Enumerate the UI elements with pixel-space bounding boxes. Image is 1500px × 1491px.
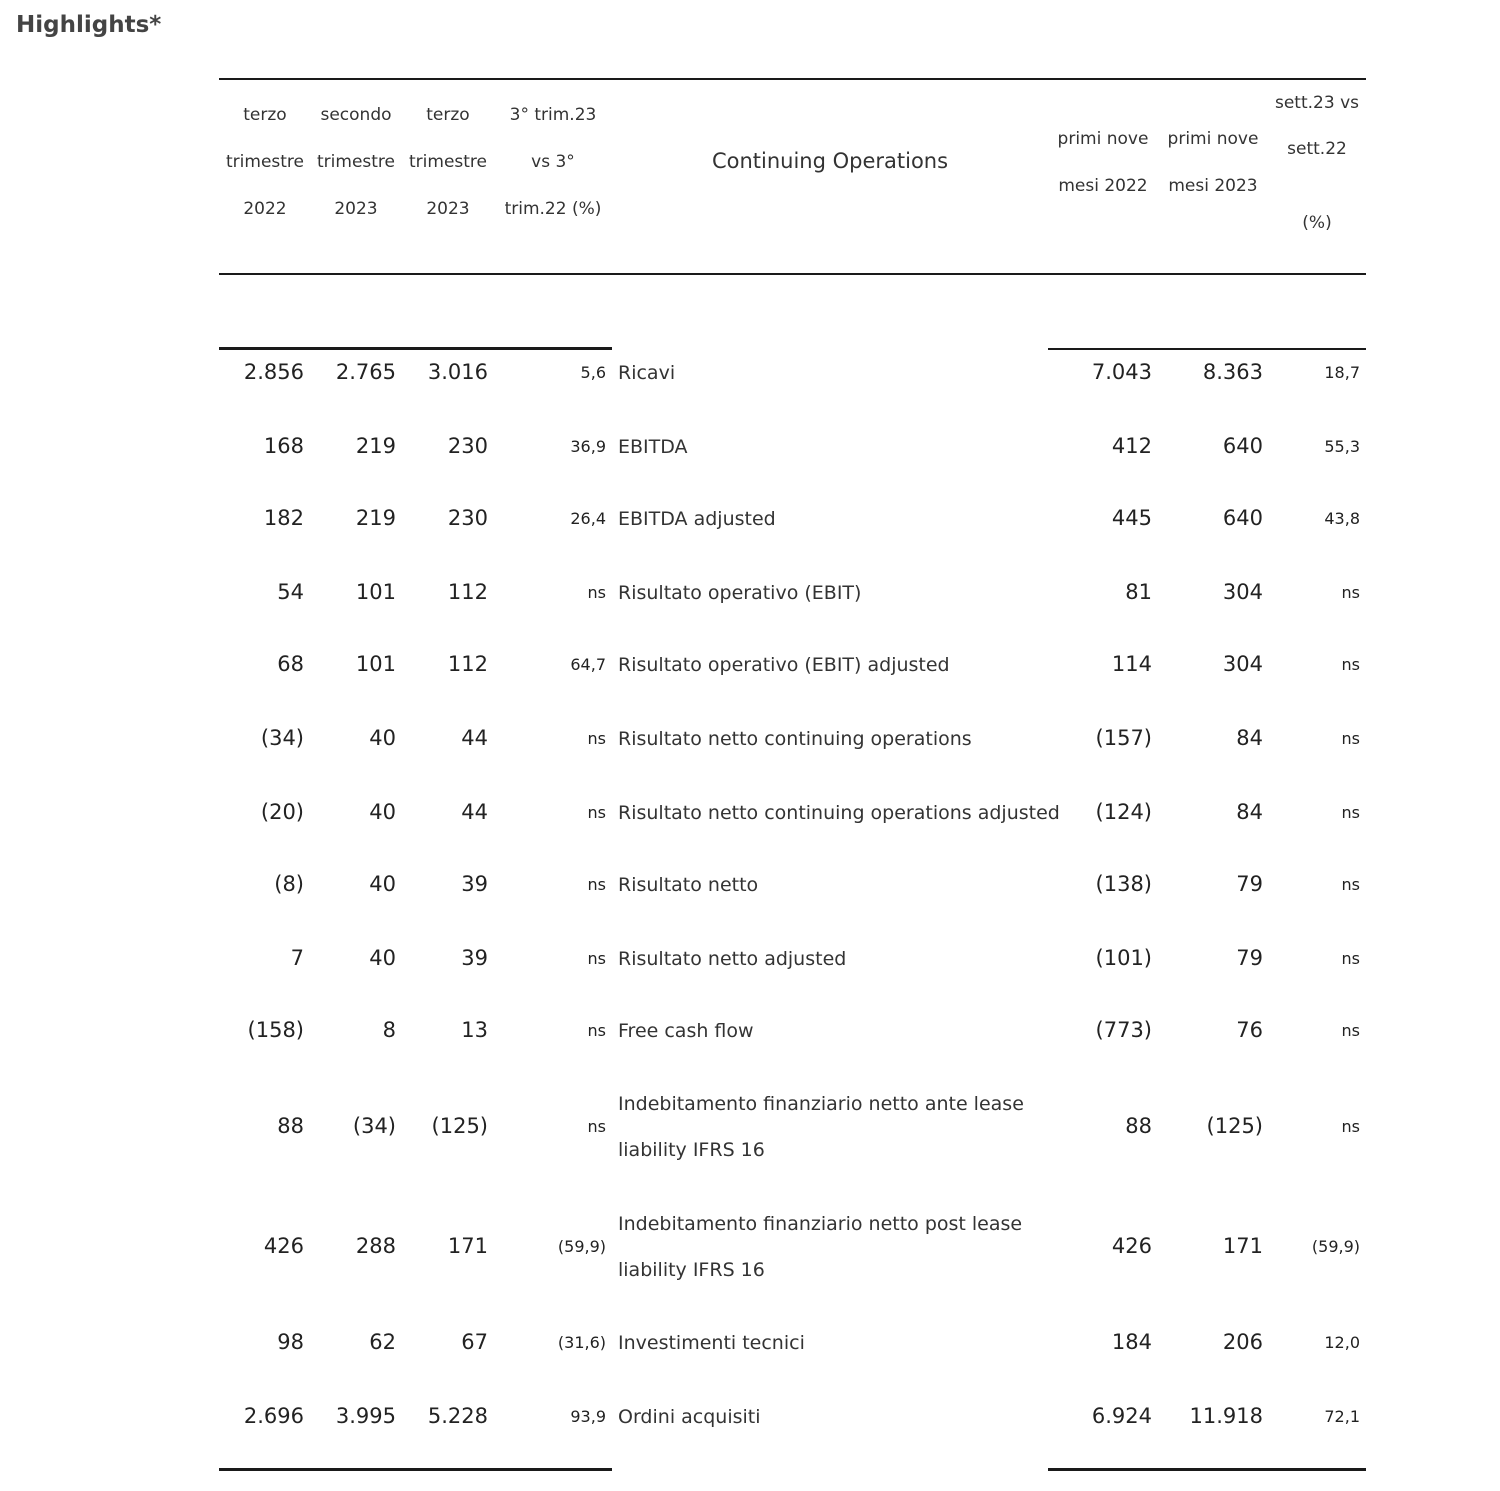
cell-m9-2023: 8.363 bbox=[1202, 360, 1263, 384]
cell-m9-2022: (101) bbox=[1095, 946, 1152, 970]
cell-q-var: ns bbox=[587, 875, 606, 894]
cell-q-var: (31,6) bbox=[557, 1333, 606, 1352]
cell-q-var: 5,6 bbox=[580, 363, 606, 382]
row-label: Risultato netto continuing operations adjusted bbox=[618, 802, 1060, 824]
cell-q2-2023: 219 bbox=[355, 506, 396, 530]
row-label bbox=[618, 1081, 1024, 1173]
cell-q3-2023: 112 bbox=[447, 580, 488, 604]
cell-m9-var: ns bbox=[1341, 1021, 1360, 1040]
cell-m9-2022: 88 bbox=[1125, 1114, 1152, 1138]
row-label bbox=[618, 1201, 1022, 1293]
cell-m9-var: ns bbox=[1341, 1117, 1360, 1136]
cell-q3-2023: 171 bbox=[447, 1234, 488, 1258]
cell-m9-2023: 640 bbox=[1222, 434, 1263, 458]
cell-m9-2022: 6.924 bbox=[1091, 1404, 1152, 1428]
cell-q-var: ns bbox=[587, 583, 606, 602]
cell-m9-2023: 304 bbox=[1222, 652, 1263, 676]
cell-q2-2023: 8 bbox=[382, 1018, 396, 1042]
header-top-rule bbox=[219, 78, 1366, 80]
cell-q-var: ns bbox=[587, 949, 606, 968]
cell-q3-2023: 44 bbox=[461, 726, 488, 750]
row-label-line-2: liability IFRS 16 bbox=[618, 1139, 765, 1161]
cell-q-var: ns bbox=[587, 803, 606, 822]
cell-q3-2022: 168 bbox=[263, 434, 304, 458]
cell-q3-2023: 13 bbox=[461, 1018, 488, 1042]
row-label: Investimenti tecnici bbox=[618, 1332, 805, 1354]
cell-q-var: ns bbox=[587, 1117, 606, 1136]
cell-q2-2023: 2.765 bbox=[335, 360, 396, 384]
cell-q3-2022: 54 bbox=[277, 580, 304, 604]
cell-q2-2023: 40 bbox=[369, 872, 396, 896]
cell-q3-2022: 426 bbox=[263, 1234, 304, 1258]
cell-q3-2022: 68 bbox=[277, 652, 304, 676]
cell-q3-2022: 2.696 bbox=[243, 1404, 304, 1428]
cell-m9-2022: 7.043 bbox=[1091, 360, 1152, 384]
cell-q3-2023: 112 bbox=[447, 652, 488, 676]
cell-q3-2022: 182 bbox=[263, 506, 304, 530]
body-top-rule-left bbox=[219, 347, 612, 350]
cell-m9-var: (59,9) bbox=[1311, 1237, 1360, 1256]
cell-q3-2023: 44 bbox=[461, 800, 488, 824]
cell-m9-2023: (125) bbox=[1206, 1114, 1263, 1138]
row-label-line-2: liability IFRS 16 bbox=[618, 1259, 765, 1281]
cell-m9-2023: 206 bbox=[1222, 1330, 1263, 1354]
cell-q2-2023: 40 bbox=[369, 946, 396, 970]
cell-m9-var: 18,7 bbox=[1324, 363, 1360, 382]
cell-m9-var: ns bbox=[1341, 655, 1360, 674]
row-label: EBITDA bbox=[618, 436, 688, 458]
cell-m9-2022: 445 bbox=[1111, 506, 1152, 530]
cell-q2-2023: 3.995 bbox=[335, 1404, 396, 1428]
row-label: Risultato netto bbox=[618, 874, 759, 896]
cell-m9-2022: 412 bbox=[1111, 434, 1152, 458]
cell-m9-2022: 114 bbox=[1111, 652, 1152, 676]
row-label: EBITDA adjusted bbox=[618, 508, 776, 530]
header-col-q3-2022: terzo trimestre 2022 bbox=[226, 105, 304, 219]
row-label: Risultato netto continuing operations bbox=[618, 728, 972, 750]
row-label: Free cash flow bbox=[618, 1020, 754, 1042]
cell-m9-2023: 79 bbox=[1236, 946, 1263, 970]
cell-q3-2022: (158) bbox=[247, 1018, 304, 1042]
header-col-q2-2023: secondo trimestre 2023 bbox=[317, 105, 395, 219]
row-label: Risultato operativo (EBIT) bbox=[618, 582, 862, 604]
cell-m9-2023: 640 bbox=[1222, 506, 1263, 530]
cell-m9-2023: 171 bbox=[1222, 1234, 1263, 1258]
cell-m9-var: 72,1 bbox=[1324, 1407, 1360, 1426]
cell-q3-2022: (8) bbox=[274, 872, 304, 896]
cell-m9-2023: 84 bbox=[1236, 726, 1263, 750]
header-col-9m-2023: primi nove mesi 2023 bbox=[1167, 129, 1259, 196]
row-label-line-1: Indebitamento finanziario netto ante lease bbox=[618, 1093, 1024, 1115]
cell-q-var: (59,9) bbox=[557, 1237, 606, 1256]
cell-q3-2022: 98 bbox=[277, 1330, 304, 1354]
cell-q3-2022: (20) bbox=[260, 800, 304, 824]
cell-q3-2022: 88 bbox=[277, 1114, 304, 1138]
header-bottom-rule bbox=[219, 273, 1366, 275]
cell-q3-2023: 5.228 bbox=[427, 1404, 488, 1428]
cell-q3-2023: (125) bbox=[431, 1114, 488, 1138]
cell-m9-2022: 184 bbox=[1111, 1330, 1152, 1354]
body-bottom-rule-right bbox=[1048, 1468, 1366, 1471]
cell-q-var: ns bbox=[587, 1021, 606, 1040]
cell-m9-2023: 79 bbox=[1236, 872, 1263, 896]
cell-q3-2023: 230 bbox=[447, 434, 488, 458]
cell-q2-2023: 40 bbox=[369, 726, 396, 750]
header-col-9m-2022: primi nove mesi 2022 bbox=[1057, 129, 1149, 196]
cell-m9-2023: 11.918 bbox=[1189, 1404, 1263, 1428]
cell-q3-2023: 3.016 bbox=[427, 360, 488, 384]
cell-m9-2022: (124) bbox=[1095, 800, 1152, 824]
cell-q3-2023: 39 bbox=[461, 946, 488, 970]
cell-q2-2023: 62 bbox=[369, 1330, 396, 1354]
cell-q2-2023: 219 bbox=[355, 434, 396, 458]
header-col-9m-variation: sett.23 vs sett.22 (%) bbox=[1274, 93, 1359, 233]
cell-q-var: 64,7 bbox=[570, 655, 606, 674]
cell-m9-var: ns bbox=[1341, 875, 1360, 894]
cell-m9-var: ns bbox=[1341, 729, 1360, 748]
row-label: Risultato operativo (EBIT) adjusted bbox=[618, 654, 950, 676]
cell-q2-2023: (34) bbox=[352, 1114, 396, 1138]
cell-m9-var: 12,0 bbox=[1324, 1333, 1360, 1352]
cell-q2-2023: 101 bbox=[355, 580, 396, 604]
row-label-line-1: Indebitamento finanziario netto post lease bbox=[618, 1213, 1023, 1235]
cell-q3-2023: 39 bbox=[461, 872, 488, 896]
cell-q3-2022: 2.856 bbox=[243, 360, 304, 384]
cell-m9-2023: 76 bbox=[1236, 1018, 1263, 1042]
cell-q-var: 26,4 bbox=[570, 509, 606, 528]
cell-q-var: 93,9 bbox=[570, 1407, 606, 1426]
cell-q3-2022: 7 bbox=[290, 946, 304, 970]
cell-q-var: 36,9 bbox=[570, 437, 606, 456]
cell-q3-2023: 67 bbox=[461, 1330, 488, 1354]
cell-m9-var: 55,3 bbox=[1324, 437, 1360, 456]
cell-m9-2022: 81 bbox=[1125, 580, 1152, 604]
cell-q2-2023: 101 bbox=[355, 652, 396, 676]
cell-m9-var: 43,8 bbox=[1324, 509, 1360, 528]
cell-m9-2022: (138) bbox=[1095, 872, 1152, 896]
row-label: Ordini acquisiti bbox=[618, 1406, 761, 1428]
page-title: Highlights* bbox=[16, 12, 162, 38]
row-label: Ricavi bbox=[618, 362, 676, 384]
body-bottom-rule-left bbox=[219, 1468, 612, 1471]
cell-m9-2023: 304 bbox=[1222, 580, 1263, 604]
header-col-q-variation: 3° trim.23 vs 3° trim.22 (%) bbox=[504, 105, 602, 219]
cell-q3-2023: 230 bbox=[447, 506, 488, 530]
row-label: Risultato netto adjusted bbox=[618, 948, 847, 970]
cell-q2-2023: 40 bbox=[369, 800, 396, 824]
header-col-continuing-operations: Continuing Operations bbox=[711, 149, 949, 173]
cell-q2-2023: 288 bbox=[355, 1234, 396, 1258]
cell-m9-2022: (157) bbox=[1095, 726, 1152, 750]
cell-q-var: ns bbox=[587, 729, 606, 748]
cell-m9-2022: 426 bbox=[1111, 1234, 1152, 1258]
header-col-q3-2023: terzo trimestre 2023 bbox=[409, 105, 487, 219]
cell-m9-2022: (773) bbox=[1095, 1018, 1152, 1042]
cell-m9-var: ns bbox=[1341, 803, 1360, 822]
cell-m9-2023: 84 bbox=[1236, 800, 1263, 824]
cell-m9-var: ns bbox=[1341, 949, 1360, 968]
body-top-rule-right bbox=[1048, 348, 1366, 350]
cell-q3-2022: (34) bbox=[260, 726, 304, 750]
cell-m9-var: ns bbox=[1341, 583, 1360, 602]
